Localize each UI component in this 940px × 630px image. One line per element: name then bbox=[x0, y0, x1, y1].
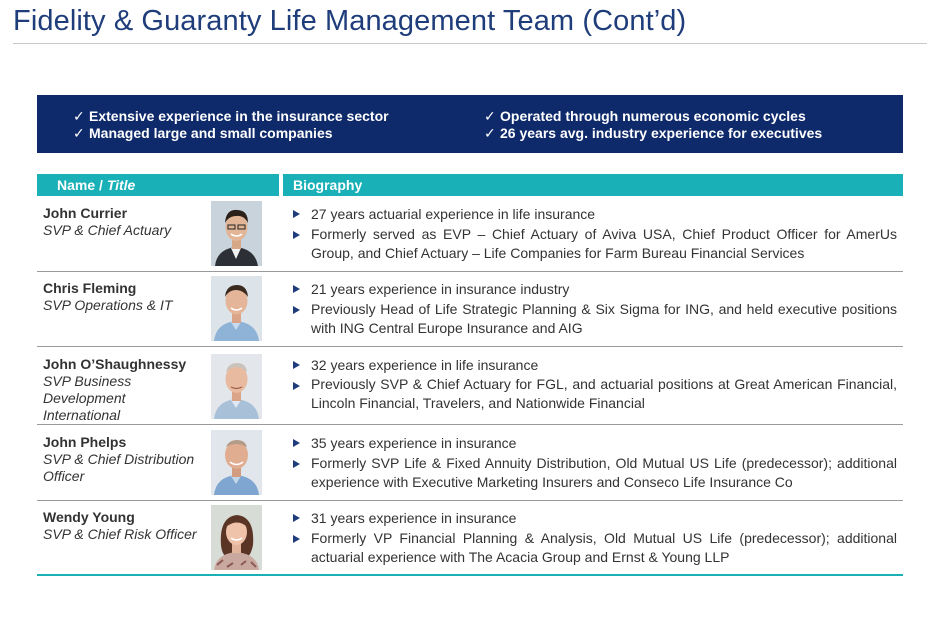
person-name: John O’Shaughnessy bbox=[43, 356, 187, 372]
checkmark-icon: ✓ bbox=[73, 108, 85, 124]
person-title: SVP & Chief Distribution Officer bbox=[43, 451, 195, 484]
bullet-arrow-icon bbox=[293, 439, 300, 447]
bio-line: 35 years experience in insurance bbox=[311, 435, 517, 451]
bullet-arrow-icon bbox=[293, 361, 300, 369]
bio-line: Formerly SVP Life & Fixed Annuity Distribution, Old Mutual US Life (predecessor); additional experience with Executive Marketing Insurers and Conseco Life Insurance Co bbox=[311, 455, 897, 490]
highlight-item: ✓ Managed large and small companies bbox=[73, 125, 333, 141]
checkmark-icon: ✓ bbox=[73, 125, 85, 141]
highlight-item: ✓ Operated through numerous economic cycles bbox=[484, 108, 806, 124]
highlight-item: ✓ Extensive experience in the insurance sector bbox=[73, 108, 389, 124]
person-photo bbox=[211, 201, 262, 266]
checkmark-icon: ✓ bbox=[484, 108, 496, 124]
person-name: John Currier bbox=[43, 205, 128, 221]
bio-line: Formerly served as EVP – Chief Actuary of Aviva USA, Chief Product Officer for AmerUs Group, and Chief Actuary – Life Companies for Farm Bureau Financial Services bbox=[311, 226, 897, 261]
bio-line: 21 years experience in insurance industry bbox=[311, 281, 570, 297]
checkmark-icon: ✓ bbox=[484, 125, 496, 141]
person-photo bbox=[211, 276, 262, 341]
bio-line: Previously Head of Life Strategic Planning & Six Sigma for ING, and held executive positions with ING Central Europe Insurance and AIG bbox=[311, 301, 897, 336]
title-divider bbox=[13, 43, 927, 44]
row-divider bbox=[37, 424, 903, 425]
bullet-arrow-icon bbox=[293, 382, 300, 390]
bullet-arrow-icon bbox=[293, 306, 300, 314]
person-photo bbox=[211, 505, 262, 570]
person-photo bbox=[211, 354, 262, 419]
bio-line: Previously SVP & Chief Actuary for FGL, and actuarial positions at Great American Financial, Lincoln Financial, Travelers, and Nationwide Financial bbox=[311, 376, 897, 411]
bullet-arrow-icon bbox=[293, 514, 300, 522]
column-header-biography: Biography bbox=[283, 174, 903, 196]
table-bottom-rule bbox=[37, 574, 903, 576]
person-title: SVP Operations & IT bbox=[43, 297, 173, 313]
bullet-arrow-icon bbox=[293, 460, 300, 468]
person-name: Chris Fleming bbox=[43, 280, 137, 296]
bullet-arrow-icon bbox=[293, 285, 300, 293]
table-row bbox=[37, 434, 903, 500]
highlights-banner bbox=[37, 95, 903, 153]
column-header-name: Name / Title bbox=[37, 174, 279, 196]
page-title: Fidelity & Guaranty Life Management Team (Cont’d) bbox=[13, 5, 687, 37]
person-photo bbox=[211, 430, 262, 495]
table-row bbox=[37, 356, 903, 424]
row-divider bbox=[37, 500, 903, 501]
row-divider bbox=[37, 271, 903, 272]
person-title: SVP & Chief Actuary bbox=[43, 222, 172, 238]
bullet-arrow-icon bbox=[293, 535, 300, 543]
bullet-arrow-icon bbox=[293, 231, 300, 239]
bio-line: 31 years experience in insurance bbox=[311, 510, 517, 526]
person-title: SVP & Chief Risk Officer bbox=[43, 526, 197, 542]
person-name: Wendy Young bbox=[43, 509, 135, 525]
bio-line: 32 years experience in life insurance bbox=[311, 357, 539, 373]
highlight-item: ✓ 26 years avg. industry experience for executives bbox=[484, 125, 823, 141]
person-name: John Phelps bbox=[43, 434, 127, 450]
table-row bbox=[37, 509, 903, 575]
bio-line: Formerly VP Financial Planning & Analysis, Old Mutual US Life (predecessor); additional actuarial experience with The Acacia Group and Ernst & Young LLP bbox=[311, 530, 897, 565]
bio-line: 27 years actuarial experience in life insurance bbox=[311, 206, 596, 222]
row-divider bbox=[37, 346, 903, 347]
bullet-arrow-icon bbox=[293, 210, 300, 218]
table-row bbox=[37, 280, 903, 346]
person-title: SVP Business Development International bbox=[43, 373, 132, 423]
table-row bbox=[37, 205, 903, 271]
